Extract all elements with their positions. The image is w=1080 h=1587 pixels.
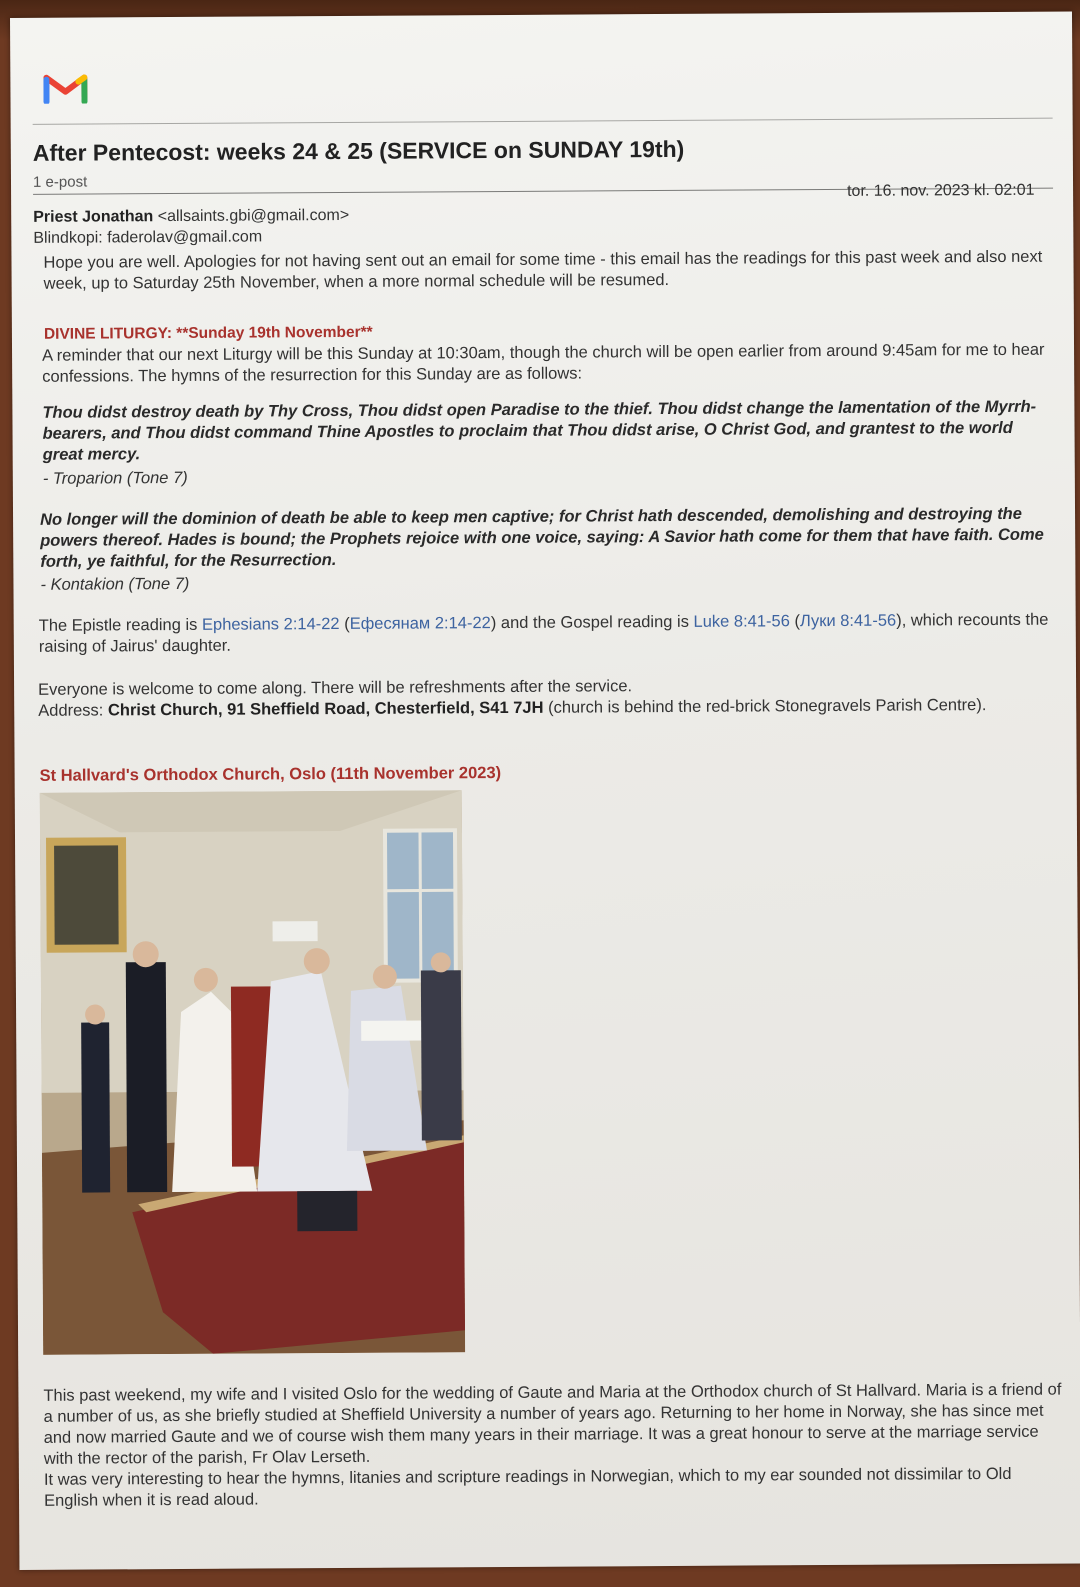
story-paragraph-2: It was very interesting to hear the hymns, litanies and scripture readings in Norwegian, which to my ear sounded not dissimilar to Old English when it is read aloud. (43, 1464, 1012, 1510)
readings-text-end: ), which recounts the raising of Jairus' daughter. (38, 610, 1049, 656)
gmail-logo-icon (43, 70, 87, 104)
email-subject: After Pentecost: weeks 24 & 25 (SERVICE on SUNDAY 19th) (32, 135, 685, 166)
liturgy-heading: DIVINE LITURGY: **Sunday 19th November** (43, 323, 373, 343)
header-divider (33, 118, 1053, 125)
email-date: tor. 16. nov. 2023 kl. 02:01 (847, 181, 1035, 200)
church-address: Christ Church, 91 Sheffield Road, Chesterfield, S41 7JH (107, 698, 544, 720)
wedding-photo (40, 790, 465, 1355)
kontakion-label: - Kontakion (Tone 7) (40, 574, 190, 594)
address-label: Address: (38, 701, 108, 720)
sender (33, 207, 349, 227)
welcome-text: Everyone is welcome to come along. There will be refreshments after the service. (38, 677, 633, 699)
readings-text-paren-2: ( (789, 612, 800, 631)
readings-text-paren-1: ( (339, 614, 350, 633)
epistle-link[interactable]: Ephesians 2:14-22 (201, 614, 340, 634)
sender-name: Priest Jonathan (33, 208, 154, 226)
readings-paragraph (39, 610, 1049, 658)
address-note: (church is behind the red-brick Stonegravels Parish Centre). (543, 696, 987, 717)
liturgy-paragraph: A reminder that our next Liturgy will be this Sunday at 10:30am, though the church will be open earlier from around 9:45am for me to hear confessions. The hymns of the resurrection for this Sunday are as follows: (42, 340, 1045, 386)
readings-text-start: The Epistle reading is (38, 615, 203, 635)
bcc-line: Blindkopi: faderolav@gmail.com (33, 228, 263, 247)
troparion-label: - Troparion (Tone 7) (42, 468, 188, 488)
readings-text-mid: ) and the Gospel reading is (490, 612, 694, 633)
printed-email-page (10, 12, 1080, 1570)
gospel-link[interactable]: Luke 8:41-56 (693, 612, 790, 631)
epistle-ru-link[interactable]: Ефесянам 2:14-22 (349, 614, 491, 633)
gospel-ru-link[interactable]: Луки 8:41-56 (799, 611, 897, 631)
message-count: 1 e-post (32, 173, 88, 191)
sender-address: <allsaints.gbi@gmail.com> (157, 206, 350, 226)
kontakion-text: No longer will the dominion of death be able to keep men captive; for Christ hath descended, demolishing and destroying the powers thereof. Hades is bound; the Prophets rejoice with one voice, saying: A Savior hath come for them that have faith. Come forth, ye faithful, for the Resurrection. (40, 504, 1044, 571)
intro-paragraph: Hope you are well. Apologies for not having sent out an email for some time - this email has the readings for this past week and also next week, up to Saturday 25th November, when a more normal schedule will be resumed. (43, 247, 1043, 293)
troparion-text: Thou didst destroy death by Thy Cross, Thou didst open Paradise to the thief. Thou didst change the lamentation of the Myrrh-bearers, and Thou didst command Thine Apostles to proclaim that Thou didst arise, O Christ God, and grantest to the world great mercy. (42, 397, 1037, 464)
photo-caption: St Hallvard's Orthodox Church, Oslo (11th November 2023) (39, 764, 502, 785)
story-paragraph-1: This past weekend, my wife and I visited Oslo for the wedding of Gaute and Maria at the Orthodox church of St Hallvard. Maria is a friend of a number of us, as she briefly studied at Sheffield University a number of years ago. Returning to her home in Norway, she has since met and now married Gaute and we of course wish them many years in their marriage. It was a great honour to serve at the marriage service with the rector of the parish, Fr Olav Lerseth. (43, 1380, 1062, 1468)
